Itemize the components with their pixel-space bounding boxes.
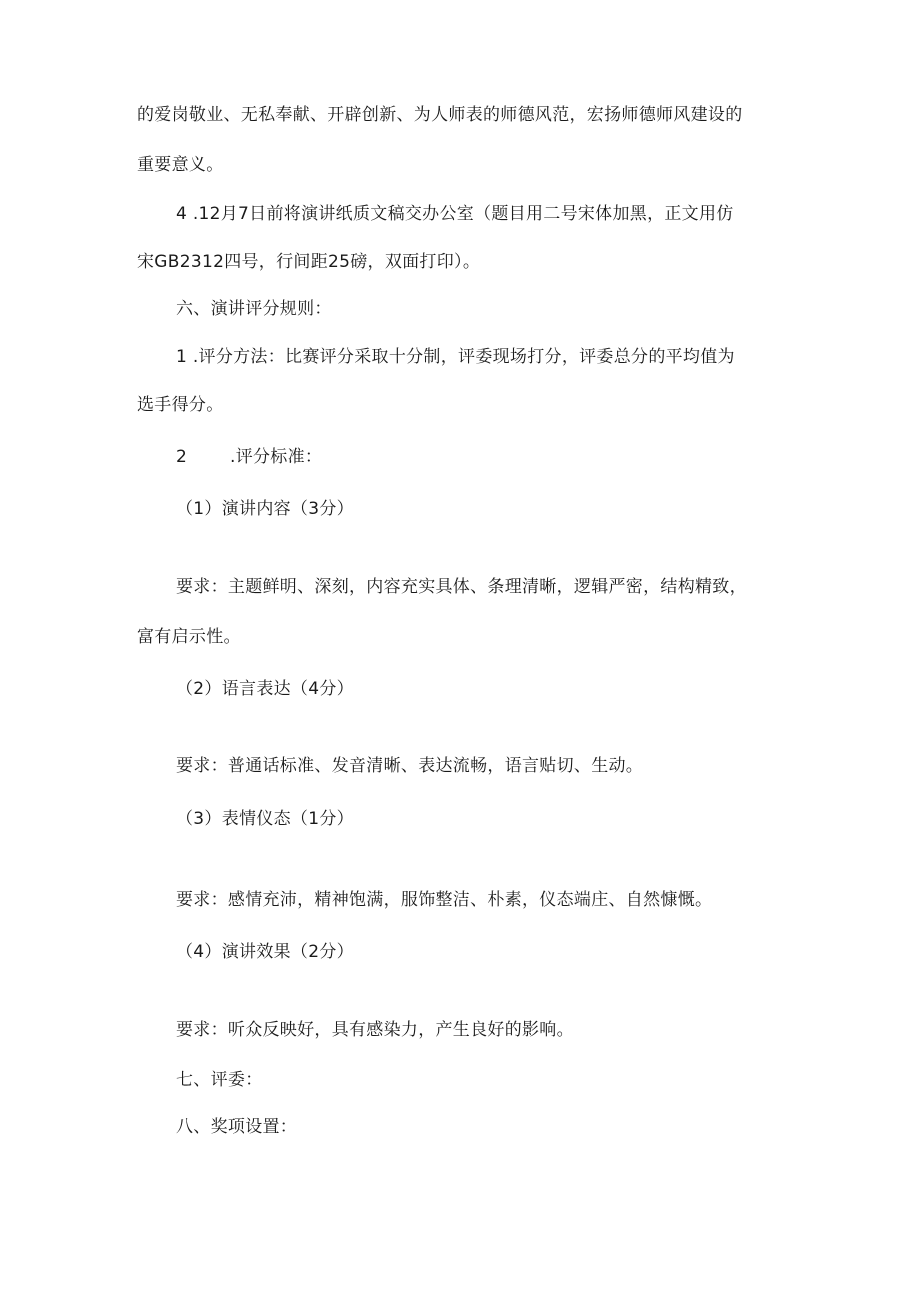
paragraph-line: 富有启示性。 [137,627,241,647]
section-heading: 八、奖项设置： [176,1117,298,1137]
paragraph-line: 要求：主题鲜明、深刻，内容充实具体、条理清晰，逻辑严密，结构精致， [176,577,747,597]
list-item-label: .评分标准： [230,447,323,467]
subsection-heading: （1）演讲内容（3分） [176,499,354,519]
paragraph-line: 要求：普通话标准、发音清晰、表达流畅，语言贴切、生动。 [176,756,644,776]
subsection-heading: （3）表情仪态（1分） [176,809,354,829]
paragraph-line: 要求：感情充沛，精神饱满，服饰整洁、朴素，仪态端庄、自然慷慨。 [176,890,713,910]
paragraph-line: 重要意义。 [137,155,224,175]
paragraph-line: 的爱岗敬业、无私奉献、开辟创新、为人师表的师德风范，宏扬师德师风建设的 [137,105,743,125]
paragraph-line: 选手得分。 [137,395,224,415]
list-item [176,446,322,468]
list-number: 2 [176,447,188,467]
paragraph-line: 宋GB2312四号，行间距25磅，双面打印）。 [137,252,481,272]
paragraph-line: 4 .12月7日前将演讲纸质文稿交办公室（题目用二号宋体加黑，正文用仿 [176,204,734,224]
paragraph-line: 要求：听众反映好，具有感染力，产生良好的影响。 [176,1020,574,1040]
section-heading: 七、评委： [176,1070,263,1090]
subsection-heading: （4）演讲效果（2分） [176,942,354,962]
section-heading: 六、演讲评分规则： [176,299,332,319]
paragraph-line: 1 .评分方法：比赛评分采取十分制，评委现场打分，评委总分的平均值为 [176,347,735,367]
subsection-heading: （2）语言表达（4分） [176,679,354,699]
